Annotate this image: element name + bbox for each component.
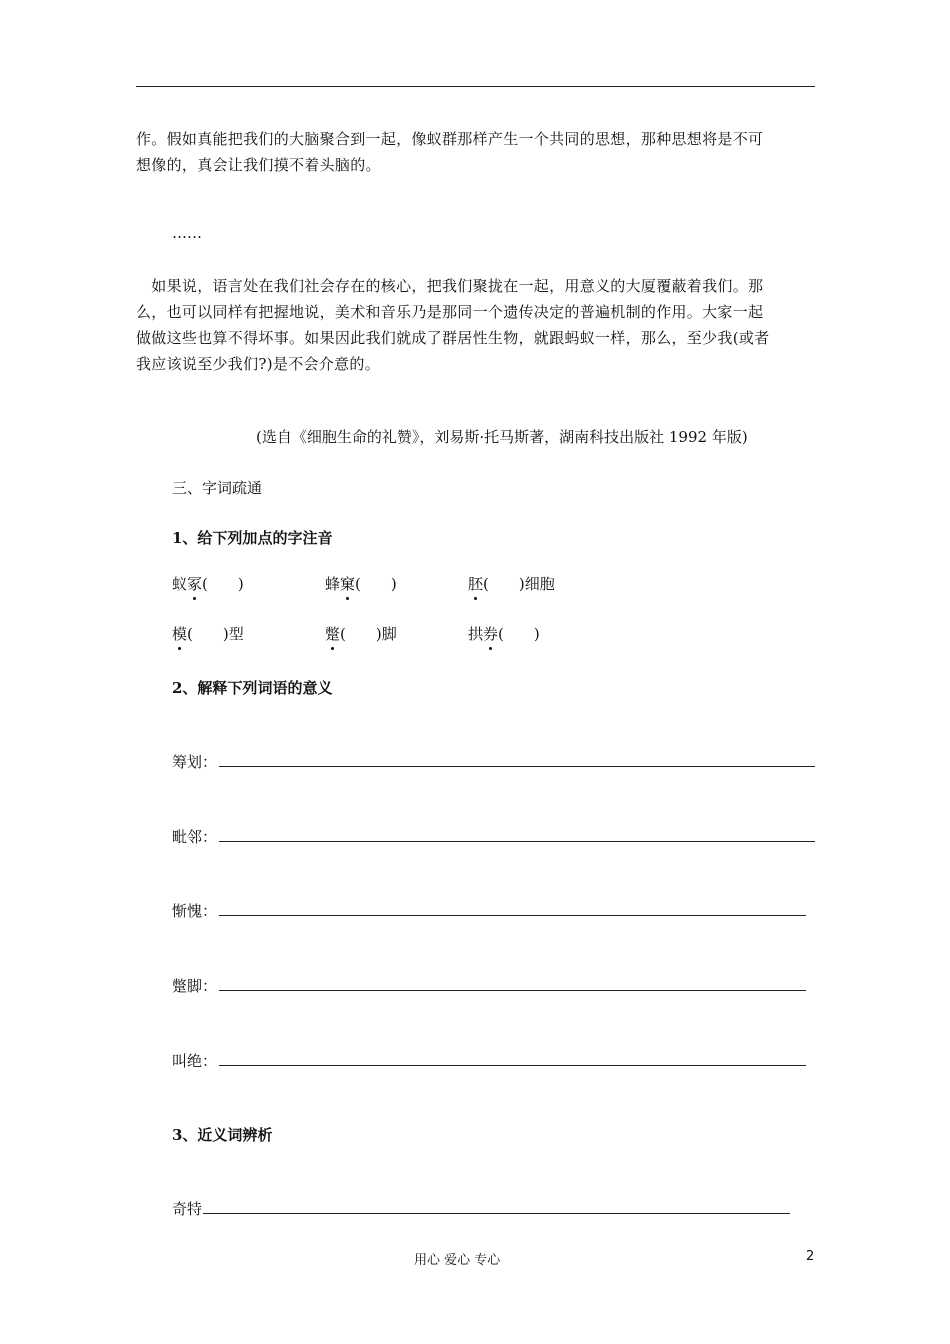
answer-line[interactable]: [203, 1213, 790, 1214]
q1-title: 1、给下列加点的字注音: [172, 529, 333, 547]
pinyin-item: [468, 573, 555, 594]
q3-title: 3、近义词辨析: [172, 1126, 273, 1144]
pinyin-item: [325, 623, 397, 644]
answer-line[interactable]: [219, 915, 806, 916]
term-label: 毗邻：: [172, 828, 218, 846]
ellipsis: ……: [172, 224, 202, 242]
term-label: 蹩脚：: [172, 977, 218, 995]
pinyin-item: [325, 573, 397, 594]
term-label: 奇特: [172, 1200, 203, 1218]
q2-title: 2、解释下列词语的意义: [172, 679, 333, 697]
answer-blank[interactable]: ( ): [498, 625, 540, 643]
answer-line[interactable]: [219, 1065, 806, 1066]
passage-line: 么，也可以同样有把握地说，美术和音乐乃是那同一个遗传决定的普遍机制的作用。大家一起: [136, 303, 764, 321]
footer-text: 用心 爱心 专心: [414, 1253, 501, 1268]
passage-line: 如果说，语言处在我们社会存在的核心，把我们聚拢在一起，用意义的大厦覆蔽着我们。那: [136, 277, 764, 295]
dotted-char: 模: [172, 625, 188, 643]
passage-line: 想像的，真会让我们摸不着头脑的。: [136, 156, 381, 174]
answer-line[interactable]: [219, 766, 815, 767]
answer-blank[interactable]: ( )型: [187, 625, 244, 643]
dotted-char: 蹩: [325, 625, 341, 643]
item-text: 蚁: [172, 575, 188, 593]
dotted-char: 券: [483, 625, 499, 643]
header-rule: [136, 86, 815, 87]
term-label: 筹划：: [172, 753, 218, 771]
item-text: 蜂: [325, 575, 341, 593]
section-title: 三、字词疏通: [172, 479, 263, 497]
page-number: 2: [806, 1249, 815, 1264]
answer-blank[interactable]: ( ): [355, 575, 397, 593]
answer-blank[interactable]: ( ): [202, 575, 244, 593]
term-label: 叫绝：: [172, 1052, 218, 1070]
answer-line[interactable]: [219, 841, 815, 842]
passage-line: 我应该说至少我们?)是不会介意的。: [136, 355, 380, 373]
passage-line: 做做这些也算不得坏事。如果因此我们就成了群居性生物，就跟蚂蚁一样，那么，至少我(或者: [136, 329, 770, 347]
dotted-char: 冢: [187, 575, 203, 593]
answer-blank[interactable]: ( )细胞: [483, 575, 555, 593]
dotted-char: 胚: [468, 575, 484, 593]
term-label: 惭愧：: [172, 902, 218, 920]
dotted-char: 窠: [340, 575, 356, 593]
pinyin-item: [172, 573, 244, 594]
pinyin-item: [468, 623, 540, 644]
item-text: 拱: [468, 625, 484, 643]
passage-line: 作。假如真能把我们的大脑聚合到一起，像蚁群那样产生一个共同的思想，那种思想将是不可: [136, 130, 764, 148]
source-citation: (选自《细胞生命的礼赞》，刘易斯·托马斯著，湖南科技出版社 1992 年版): [256, 428, 748, 446]
pinyin-item: [172, 623, 244, 644]
answer-line[interactable]: [219, 990, 806, 991]
answer-blank[interactable]: ( )脚: [340, 625, 397, 643]
